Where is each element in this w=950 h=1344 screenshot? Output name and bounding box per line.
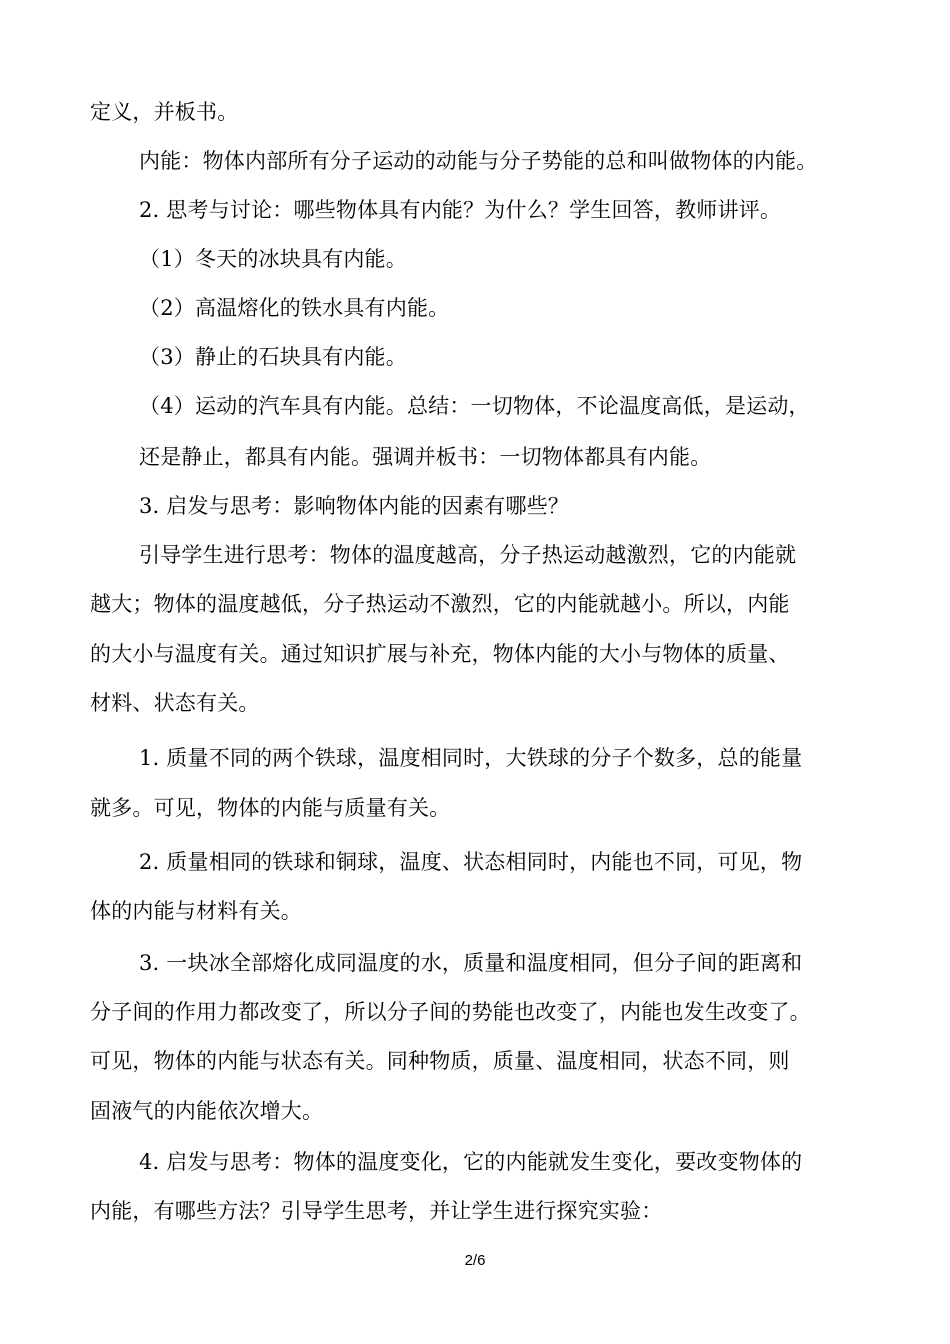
text-line: （4）运动的汽车具有内能。总结：一切物体，不论温度高低，是运动， (139, 394, 810, 418)
text-line: （2）高温熔化的铁水具有内能。 (139, 296, 450, 320)
text-line: 2. 思考与讨论：哪些物体具有内能？为什么？学生回答，教师讲评。 (139, 198, 782, 222)
text-line: 就多。可见，物体的内能与质量有关。 (90, 796, 451, 820)
page-number: 2/6 (464, 1252, 486, 1269)
text-line: 4. 启发与思考：物体的温度变化，它的内能就发生变化，要改变物体的 (139, 1150, 803, 1174)
text-line: 还是静止，都具有内能。强调并板书：一切物体都具有内能。 (139, 445, 712, 469)
text-line: 内能，有哪些方法？引导学生思考，并让学生进行探究实验： (90, 1199, 663, 1223)
text-line: 越大；物体的温度越低，分子热运动不激烈，它的内能就越小。所以，内能 (90, 592, 790, 616)
text-line: 3. 一块冰全部熔化成同温度的水，质量和温度相同，但分子间的距离和 (139, 951, 803, 975)
text-line: 内能：物体内部所有分子运动的动能与分子势能的总和叫做物体的内能。 (139, 149, 818, 173)
text-line: （3）静止的石块具有内能。 (139, 345, 407, 369)
text-line: 1. 质量不同的两个铁球，温度相同时，大铁球的分子个数多，总的能量 (139, 746, 803, 770)
text-line: 分子间的作用力都改变了，所以分子间的势能也改变了，内能也发生改变了。 (90, 1000, 811, 1024)
text-line: 材料、状态有关。 (90, 691, 260, 715)
text-line: （1）冬天的冰块具有内能。 (139, 247, 407, 271)
text-line: 引导学生进行思考：物体的温度越高，分子热运动越激烈，它的内能就 (139, 543, 797, 567)
text-line: 可见，物体的内能与状态有关。同种物质，质量、温度相同，状态不同，则 (90, 1049, 790, 1073)
text-line: 的大小与温度有关。通过知识扩展与补充，物体内能的大小与物体的质量、 (90, 642, 790, 666)
text-line: 固液气的内能依次增大。 (90, 1099, 324, 1123)
text-line: 定义，并板书。 (90, 100, 239, 124)
text-line: 2. 质量相同的铁球和铜球，温度、状态相同时，内能也不同，可见，物 (139, 850, 803, 874)
text-line: 3. 启发与思考：影响物体内能的因素有哪些？ (139, 494, 570, 518)
text-line: 体的内能与材料有关。 (90, 899, 302, 923)
